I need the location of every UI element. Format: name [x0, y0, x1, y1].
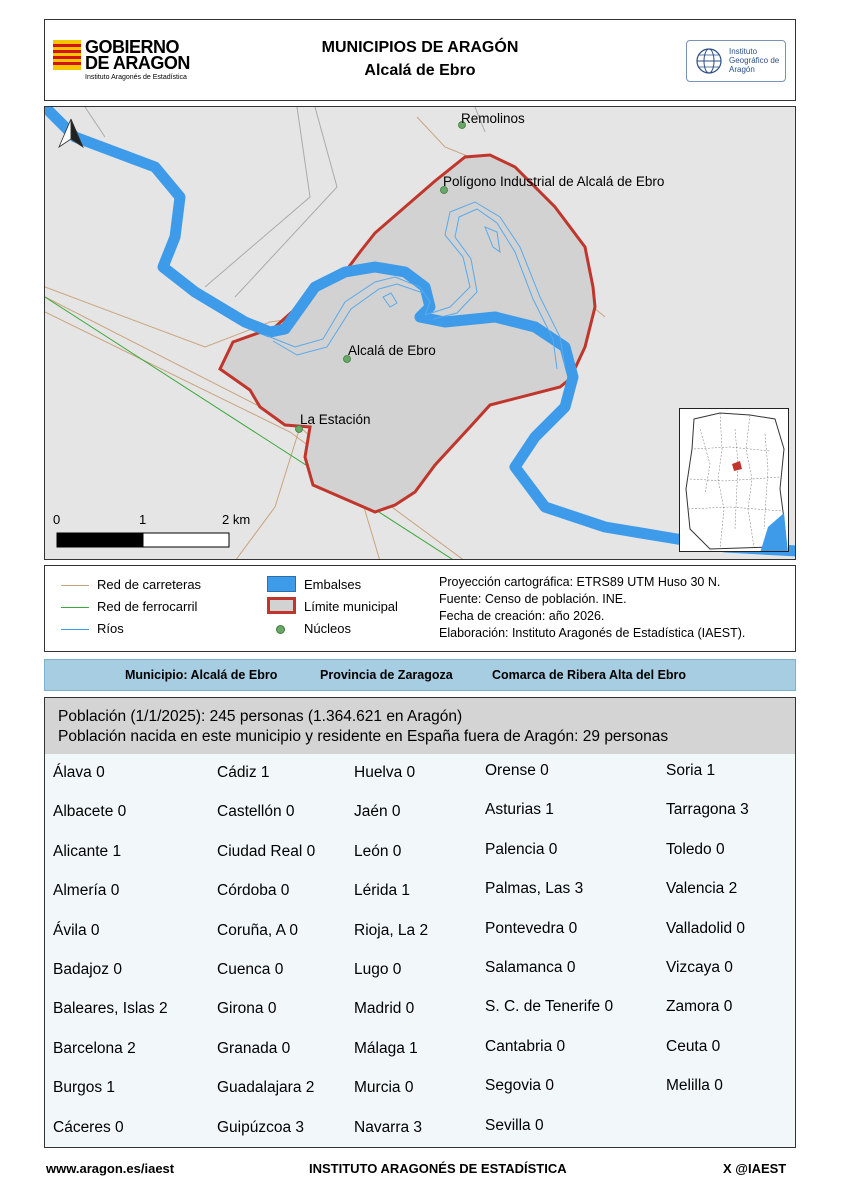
ign-line-3: Aragón	[729, 65, 755, 74]
logo-line-1: GOBIERNO	[85, 37, 180, 57]
ign-text	[729, 47, 779, 74]
province-count: León 0	[354, 842, 402, 860]
legend-projection: Proyección cartográfica: ETRS89 UTM Huso 30 N.	[439, 575, 721, 589]
province-count: Zamora 0	[666, 998, 733, 1016]
river-legend-line	[61, 629, 89, 630]
legend-author: Elaboración: Instituto Aragonés de Estadística (IAEST).	[439, 626, 746, 640]
province-count: Valencia 2	[666, 880, 738, 898]
province-count: Castellón 0	[217, 803, 295, 821]
province-count: Sevilla 0	[485, 1116, 544, 1134]
province-count: Murcia 0	[354, 1079, 414, 1097]
province-count: Lugo 0	[354, 961, 402, 978]
province-count: Cantabria 0	[485, 1037, 566, 1055]
ign-logo[interactable]	[686, 40, 786, 82]
rail-legend-line	[61, 607, 89, 608]
municipality-map[interactable]	[44, 106, 796, 560]
province-count: Ciudad Real 0	[217, 842, 316, 860]
place-label-alcala: Alcalá de Ebro	[348, 343, 436, 358]
aragon-locator-inset[interactable]	[679, 408, 789, 552]
band-provincia: Provincia de Zaragoza	[320, 668, 453, 682]
map-legend	[44, 565, 796, 652]
province-count: Navarra 3	[354, 1118, 423, 1136]
province-count: Segovia 0	[485, 1077, 554, 1095]
province-count: Huelva 0	[354, 764, 416, 781]
place-label-poligono: Polígono Industrial de Alcalá de Ebro	[443, 174, 665, 189]
province-count: Palencia 0	[485, 840, 558, 858]
legend-nucleos: Núcleos	[304, 621, 351, 636]
header-box	[44, 19, 796, 101]
scale-bar	[57, 533, 229, 547]
scale-label-0: 0	[53, 512, 61, 527]
province-count: Orense 0	[485, 762, 549, 779]
province-count: Coruña, A 0	[217, 921, 299, 939]
province-count: Palmas, Las 3	[485, 880, 584, 898]
reservoir-swatch	[267, 576, 296, 592]
nucleo-swatch	[276, 625, 285, 634]
province-count: Asturias 1	[485, 801, 554, 819]
province-count: Almería 0	[53, 882, 120, 900]
province-count: Toledo 0	[666, 840, 725, 858]
province-count: Jaén 0	[354, 803, 401, 821]
province-count: Baleares, Islas 2	[53, 1000, 168, 1018]
place-label-remolinos: Remolinos	[461, 111, 525, 126]
place-label-la-estacion: La Estación	[300, 412, 371, 427]
scale-label-1: 1	[139, 512, 147, 527]
province-count: Ceuta 0	[666, 1037, 721, 1055]
province-count: S. C. de Tenerife 0	[485, 998, 614, 1016]
province-count: Melilla 0	[666, 1077, 723, 1095]
province-count: Valladolid 0	[666, 919, 745, 937]
population-stats	[44, 697, 796, 1148]
province-count: Rioja, La 2	[354, 921, 429, 939]
province-count: Cuenca 0	[217, 961, 284, 978]
province-count: Salamanca 0	[485, 959, 576, 976]
municipality-info-band	[44, 659, 796, 691]
population-born-here: Población nacida en este municipio y residente en España fuera de Aragón: 29 personas	[58, 728, 669, 745]
province-count: Albacete 0	[53, 803, 127, 821]
province-count: Pontevedra 0	[485, 919, 578, 937]
province-count: Málaga 1	[354, 1039, 418, 1057]
page-subtitle: Alcalá de Ebro	[364, 62, 476, 79]
footer-url[interactable]: www.aragon.es/iaest	[46, 1161, 175, 1176]
province-count: Girona 0	[217, 1000, 277, 1018]
legend-source: Fuente: Censo de población. INE.	[439, 592, 627, 606]
page-title: MUNICIPIOS DE ARAGÓN	[321, 39, 519, 56]
province-count: Soria 1	[666, 762, 716, 779]
province-count: Barcelona 2	[53, 1039, 136, 1057]
ign-line-2: Geográfico de	[729, 56, 780, 65]
logo-line-2: DE ARAGON	[85, 53, 190, 73]
province-count: Guadalajara 2	[217, 1079, 315, 1097]
legend-roads: Red de carreteras	[97, 577, 202, 592]
scale-label-2: 2 km	[222, 512, 251, 527]
boundary-swatch	[267, 597, 296, 614]
band-comarca: Comarca de Ribera Alta del Ebro	[492, 668, 687, 682]
province-count: Álava 0	[53, 764, 105, 781]
province-count: Lérida 1	[354, 882, 411, 900]
province-count: Madrid 0	[354, 1000, 415, 1018]
province-count: Ávila 0	[53, 921, 100, 939]
province-count: Córdoba 0	[217, 882, 290, 900]
legend-rail: Red de ferrocarril	[97, 599, 198, 614]
province-count: Cáceres 0	[53, 1118, 124, 1136]
province-count: Alicante 1	[53, 842, 122, 860]
stats-header	[45, 698, 795, 754]
province-count: Badajoz 0	[53, 961, 122, 978]
legend-date: Fecha de creación: año 2026.	[439, 609, 605, 623]
province-count: Burgos 1	[53, 1079, 116, 1097]
footer-social[interactable]: X @IAEST	[723, 1161, 787, 1176]
aragon-locator-map	[680, 409, 789, 552]
province-count: Tarragona 3	[666, 801, 749, 819]
population-total: Población (1/1/2025): 245 personas (1.364.621 en Aragón)	[58, 708, 463, 725]
province-count: Cádiz 1	[217, 764, 270, 781]
province-count: Granada 0	[217, 1039, 291, 1057]
province-count: Vizcaya 0	[666, 959, 733, 976]
ign-line-1: Instituto	[729, 47, 758, 56]
footer-institute: INSTITUTO ARAGONÉS DE ESTADÍSTICA	[309, 1161, 567, 1176]
logo-subtitle: Instituto Aragonés de Estadística	[85, 74, 187, 81]
globe-icon	[695, 47, 723, 75]
legend-rivers: Ríos	[97, 621, 124, 636]
legend-boundary: Límite municipal	[304, 599, 398, 614]
road-legend-line	[61, 585, 89, 586]
province-count: Guipúzcoa 3	[217, 1118, 305, 1136]
legend-reservoirs: Embalses	[304, 577, 362, 592]
band-municipio: Municipio: Alcalá de Ebro	[125, 668, 278, 682]
